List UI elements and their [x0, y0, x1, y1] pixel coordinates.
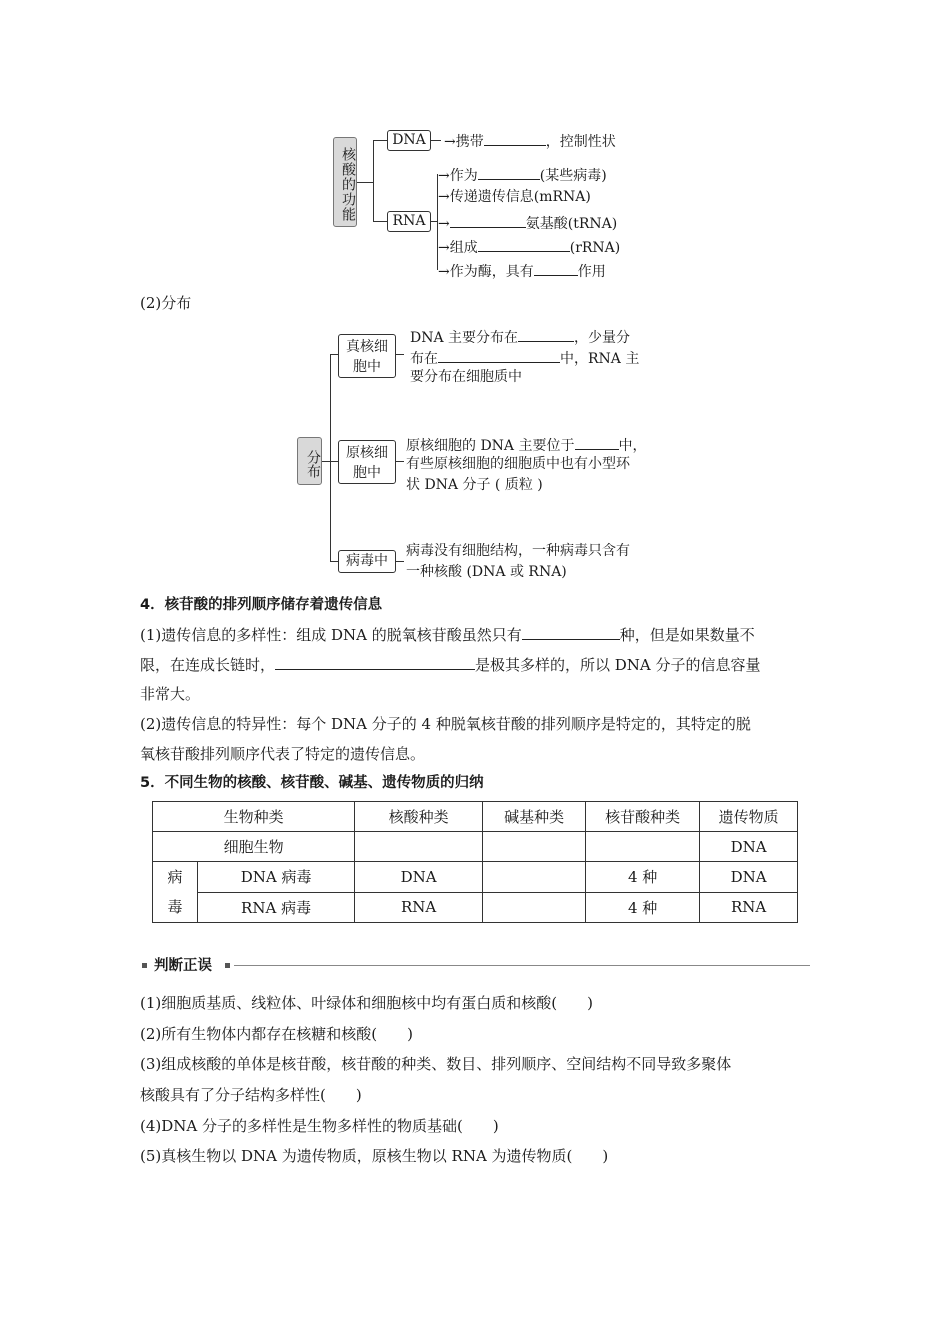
distribution-root-box: 分布 — [297, 437, 322, 485]
table-cell: RNA — [355, 892, 483, 923]
judge-item-3: (3)组成核酸的单体是核苷酸，核苷酸的种类、数目、排列顺序、空间结构不同导致多聚体 — [140, 1055, 732, 1073]
table-cell: RNA — [700, 892, 798, 923]
section-bullet-left — [142, 963, 147, 968]
rna-function-2: →传递遗传信息(mRNA) — [438, 189, 591, 205]
virus-text-1: 病毒没有细胞结构，一种病毒只含有 — [406, 543, 630, 559]
table-cell — [483, 892, 586, 923]
table-row — [153, 862, 798, 893]
prokaryote-text-1: 原核细胞的 DNA 主要位于 中， — [406, 435, 647, 455]
judge-item-5: (5)真核生物以 DNA 为遗传物质，原核生物以 RNA 为遗传物质( ) — [140, 1147, 609, 1165]
rna-function-4: →组成 (rRNA) — [438, 237, 620, 257]
table-header: 遗传物质 — [700, 802, 798, 832]
table-cell: 4 种 — [586, 892, 700, 923]
table-cell: DNA — [700, 832, 798, 862]
eukaryote-text-2: 布在 中，RNA 主 — [410, 348, 639, 368]
rna-box: RNA — [387, 211, 431, 232]
table-cell — [586, 832, 700, 862]
table-cell: RNA 病毒 — [198, 892, 355, 923]
prokaryote-text-3: 状 DNA 分子 ( 质粒 ) — [406, 477, 543, 493]
prokaryote-text-2: 有些原核细胞的细胞质中也有小型环 — [406, 456, 630, 472]
table-cell — [355, 832, 483, 862]
distribution-heading: (2)分布 — [140, 294, 192, 312]
function-root-box: 核酸的功能 — [333, 137, 357, 227]
judge-item-2: (2)所有生物体内都存在核糖和核酸( ) — [140, 1025, 413, 1043]
section4-p2-line2: 氧核苷酸排列顺序代表了特定的遗传信息。 — [140, 745, 426, 763]
section-bullet-right — [225, 963, 230, 968]
rna-function-5: →作为酶，具有 作用 — [438, 261, 606, 281]
rna-function-3: → 氨基酸(tRNA) — [438, 213, 617, 233]
judge-item-1: (1)细胞质基质、线粒体、叶绿体和细胞核中均有蛋白质和核酸( ) — [140, 994, 593, 1012]
eukaryote-text-1: DNA 主要分布在 ，少量分 — [410, 327, 630, 347]
section5-title: 5．不同生物的核酸、核苷酸、碱基、遗传物质的归纳 — [140, 775, 484, 791]
prokaryote-box: 原核细胞中 — [338, 440, 396, 484]
section4-p1-line2: 限，在连成长链时， 是极其多样的，所以 DNA 分子的信息容量 — [140, 656, 761, 674]
table-cell — [483, 862, 586, 893]
virus-row-label: 病 毒 — [153, 862, 198, 923]
table-header: 核酸种类 — [355, 802, 483, 832]
table-cell: DNA 病毒 — [198, 862, 355, 893]
virus-box: 病毒中 — [338, 550, 396, 573]
table-cell: 4 种 — [586, 862, 700, 893]
table-cell: DNA — [355, 862, 483, 893]
rna-function-1: →作为 (某些病毒) — [438, 165, 607, 185]
section4-p1-line3: 非常大。 — [140, 685, 201, 703]
table-header-row — [153, 802, 798, 832]
dna-box: DNA — [387, 130, 431, 151]
table-row — [153, 832, 798, 862]
section-divider — [234, 965, 810, 966]
judge-item-4: (4)DNA 分子的多样性是生物多样性的物质基础( ) — [140, 1117, 499, 1135]
table-cell: 细胞生物 — [153, 832, 355, 862]
table-header: 核苷酸种类 — [586, 802, 700, 832]
section4-title: 4．核苷酸的排列顺序储存着遗传信息 — [140, 597, 383, 613]
eukaryote-box: 真核细胞中 — [338, 334, 396, 378]
dna-function-text: →携带 ，控制性状 — [444, 131, 616, 151]
section4-p1-line1: (1)遗传信息的多样性：组成 DNA 的脱氧核苷酸虽然只有 种，但是如果数量不 — [140, 626, 755, 644]
section4-p2-line1: (2)遗传信息的特异性：每个 DNA 分子的 4 种脱氧核苷酸的排列顺序是特定的，其特定的脱 — [140, 715, 751, 733]
virus-text-2: 一种核酸 (DNA 或 RNA) — [406, 564, 567, 580]
summary-table — [152, 801, 798, 923]
table-cell: DNA — [700, 862, 798, 893]
judge-item-3-cont: 核酸具有了分子结构多样性( ) — [140, 1086, 362, 1104]
table-header: 生物种类 — [153, 802, 355, 832]
table-header: 碱基种类 — [483, 802, 586, 832]
eukaryote-text-3: 要分布在细胞质中 — [410, 369, 522, 385]
table-row — [153, 892, 798, 923]
table-cell — [483, 832, 586, 862]
judge-title: 判断正误 — [154, 958, 212, 974]
